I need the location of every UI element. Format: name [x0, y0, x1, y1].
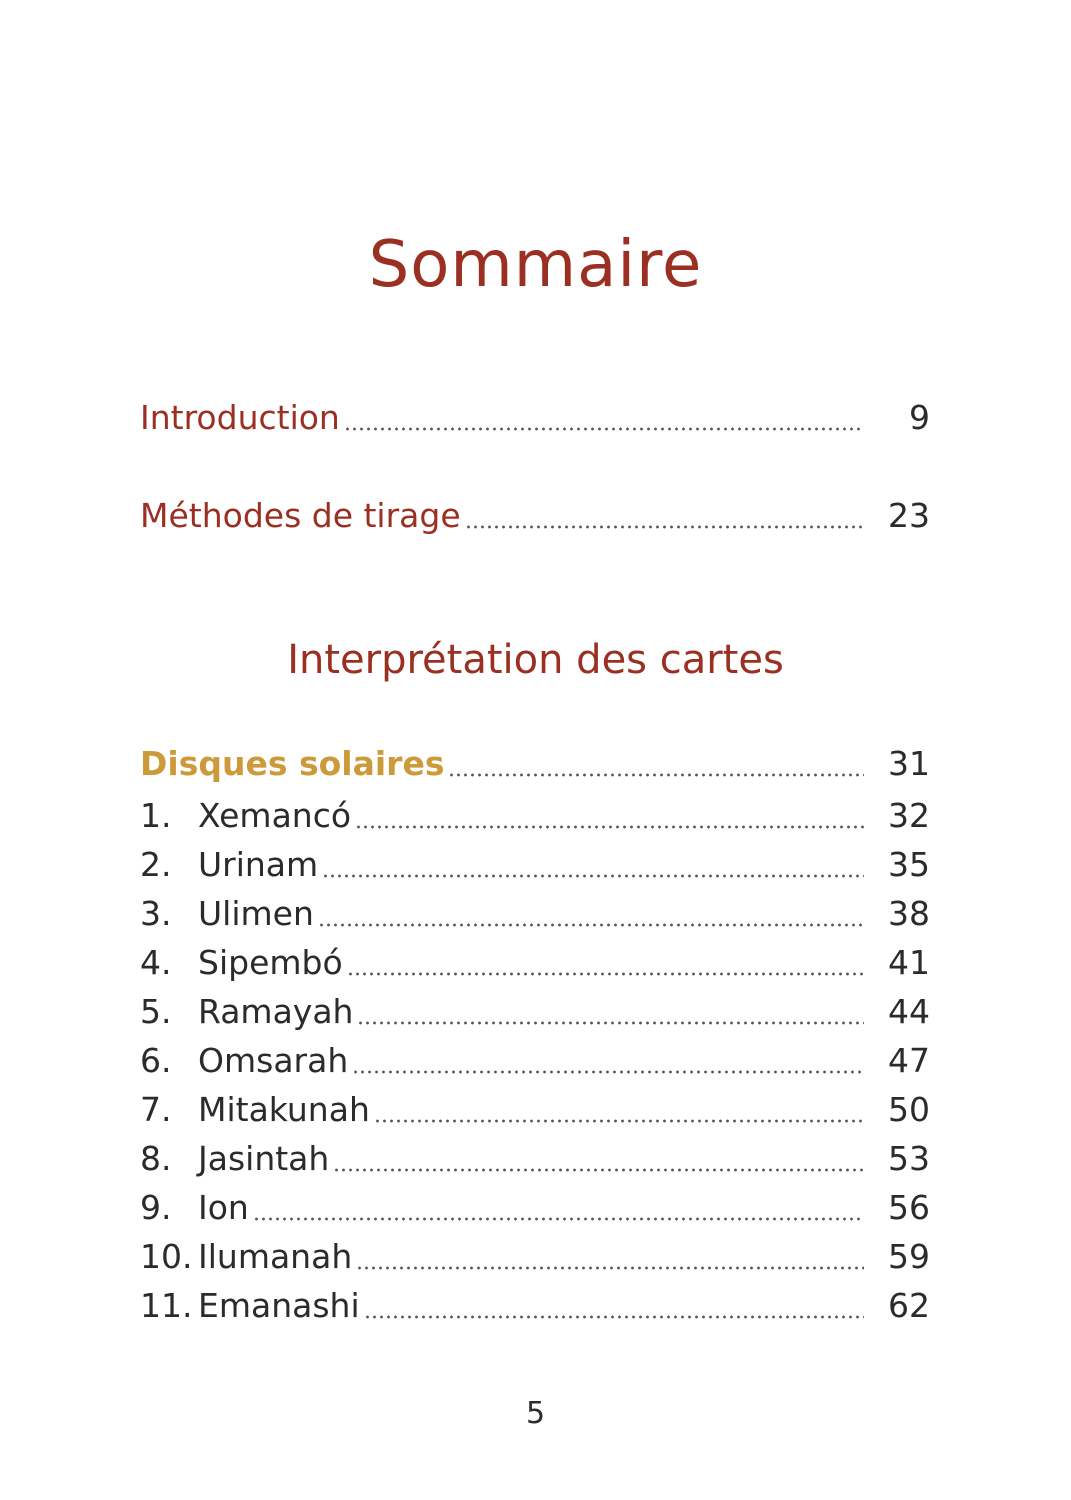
toc-card-label: Jasintah: [198, 1139, 330, 1178]
toc-card-page: 47: [888, 1041, 930, 1080]
toc-card-label: Omsarah: [198, 1041, 349, 1080]
page-title: Sommaire: [368, 228, 703, 302]
dot-leader: [333, 1163, 864, 1173]
toc-entry-methodes[interactable]: [140, 490, 930, 538]
toc-card-entry[interactable]: [140, 1231, 930, 1279]
dot-leader: [344, 422, 864, 432]
dot-leader: [364, 1310, 864, 1320]
dot-leader: [347, 967, 864, 977]
toc-card-entry[interactable]: [140, 839, 930, 887]
toc-card-entry[interactable]: [140, 790, 930, 838]
toc-card-page: 44: [888, 992, 930, 1031]
dot-leader: [465, 520, 864, 530]
dot-leader: [357, 1016, 864, 1026]
dot-leader: [448, 768, 864, 778]
toc-entry-label: Méthodes de tirage: [140, 496, 461, 535]
toc-group-disques-solaires[interactable]: [140, 738, 930, 786]
toc-card-entry[interactable]: [140, 1133, 930, 1181]
toc-card-label: Xemancó: [198, 796, 352, 835]
toc-entry-page: 9: [909, 398, 930, 437]
toc-card-label: Sipembó: [198, 943, 343, 982]
page-number: 5: [525, 1396, 546, 1431]
toc-card-number: 2.: [140, 845, 172, 884]
toc-entry-introduction[interactable]: [140, 392, 930, 440]
toc-card-page: 38: [888, 894, 930, 933]
toc-card-number: 1.: [140, 796, 172, 835]
toc-card-entry[interactable]: [140, 1084, 930, 1132]
toc-card-page: 56: [888, 1188, 930, 1227]
dot-leader: [253, 1212, 864, 1222]
toc-card-page: 32: [888, 796, 930, 835]
toc-card-entry[interactable]: [140, 1035, 930, 1083]
toc-card-label: Ramayah: [198, 992, 354, 1031]
toc-card-number: 10.: [140, 1237, 193, 1276]
toc-group-label: Disques solaires: [140, 744, 445, 783]
toc-card-label: Emanashi: [198, 1286, 360, 1325]
toc-group-page: 31: [888, 744, 930, 783]
toc-card-label: Ilumanah: [198, 1237, 353, 1276]
toc-card-number: 3.: [140, 894, 172, 933]
dot-leader: [356, 1261, 864, 1271]
toc-card-entry[interactable]: [140, 937, 930, 985]
toc-card-number: 9.: [140, 1188, 172, 1227]
dot-leader: [322, 869, 864, 879]
toc-card-number: 5.: [140, 992, 172, 1031]
toc-card-label: Mitakunah: [198, 1090, 370, 1129]
toc-card-label: Ion: [198, 1188, 249, 1227]
dot-leader: [355, 820, 864, 830]
toc-card-entry[interactable]: [140, 1182, 930, 1230]
section-title: Interprétation des cartes: [287, 637, 784, 683]
toc-card-page: 35: [888, 845, 930, 884]
toc-card-number: 11.: [140, 1286, 193, 1325]
toc-card-entry[interactable]: [140, 888, 930, 936]
toc-card-page: 62: [888, 1286, 930, 1325]
toc-entry-page: 23: [888, 496, 930, 535]
toc-entry-label: Introduction: [140, 398, 340, 437]
dot-leader: [352, 1065, 864, 1075]
dot-leader: [374, 1114, 864, 1124]
toc-card-page: 53: [888, 1139, 930, 1178]
toc-card-page: 41: [888, 943, 930, 982]
toc-card-page: 59: [888, 1237, 930, 1276]
toc-card-number: 4.: [140, 943, 172, 982]
toc-card-page: 50: [888, 1090, 930, 1129]
toc-card-number: 6.: [140, 1041, 172, 1080]
dot-leader: [318, 918, 864, 928]
toc-card-entry[interactable]: [140, 1280, 930, 1328]
toc-card-number: 8.: [140, 1139, 172, 1178]
toc-card-label: Urinam: [198, 845, 319, 884]
toc-card-number: 7.: [140, 1090, 172, 1129]
toc-card-label: Ulimen: [198, 894, 314, 933]
toc-card-entry[interactable]: [140, 986, 930, 1034]
